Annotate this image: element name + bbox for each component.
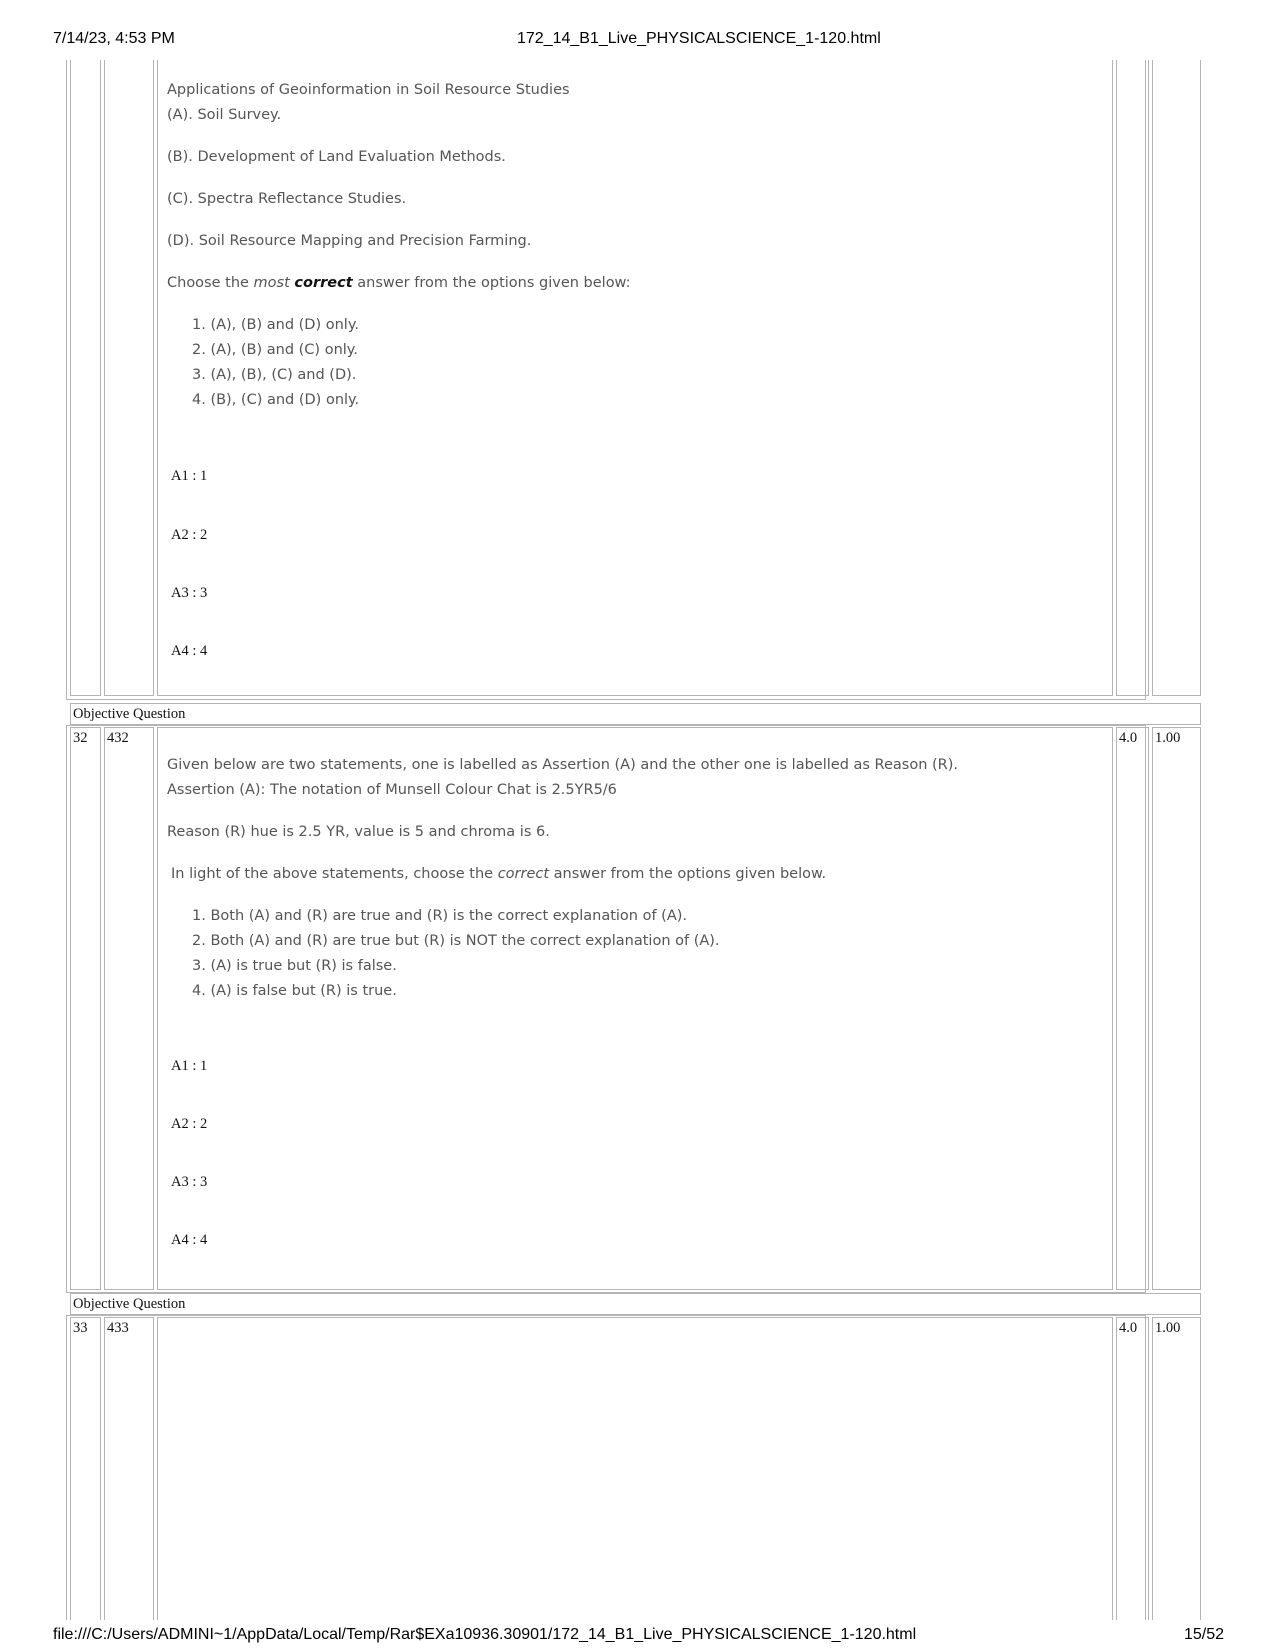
qid-cell [104, 1317, 154, 1620]
option-1: 1. (A), (B) and (D) only. [192, 317, 359, 333]
marks: 4.0 [1119, 1320, 1138, 1336]
option-3: 3. (A) is true but (R) is false. [192, 958, 397, 974]
file-path: file:///C:/Users/ADMINI~1/AppData/Local/Temp/Rar$EXa10936.30901/172_14_B1_Live_PHYSICALSCIENCE_1-120.html [53, 1626, 917, 1643]
print-title: 172_14_B1_Live_PHYSICALSCIENCE_1-120.html [517, 30, 881, 47]
question-heading: Applications of Geoinformation in Soil Resource Studies [167, 82, 570, 98]
answer-1: A1 : 1 [171, 1058, 208, 1074]
negative-marks: 1.00 [1155, 730, 1181, 746]
answer-2: A2 : 2 [171, 1116, 208, 1132]
answer-3: A3 : 3 [171, 585, 208, 601]
print-datetime: 7/14/23, 4:53 PM [53, 30, 175, 47]
question-type-label: Objective Question [73, 706, 186, 722]
answer-4: A4 : 4 [171, 1232, 208, 1248]
option-2: 2. (A), (B) and (C) only. [192, 342, 358, 358]
options-list [192, 904, 720, 1004]
marks: 4.0 [1119, 730, 1138, 746]
sno-cell [70, 1317, 101, 1620]
page-number: 15/52 [1184, 1626, 1225, 1643]
options-list [192, 313, 359, 413]
serial-number: 33 [73, 1320, 88, 1336]
question-cell [157, 1317, 1113, 1620]
answer-1: A1 : 1 [171, 468, 208, 484]
question-type-label: Objective Question [73, 1296, 186, 1312]
option-4: 4. (B), (C) and (D) only. [192, 392, 360, 408]
marks-cell [1116, 1317, 1149, 1620]
answer-4: A4 : 4 [171, 643, 208, 659]
marks-cell [1116, 727, 1149, 1290]
negative-marks-cell [1152, 1317, 1201, 1620]
instruction: Choose the most correct answer from the options given below: [167, 275, 631, 291]
negative-marks-cell [1152, 727, 1201, 1290]
statement-d: (D). Soil Resource Mapping and Precision Farming. [167, 233, 532, 249]
instruction: In light of the above statements, choose the correct answer from the options given below. [171, 866, 827, 882]
option-4: 4. (A) is false but (R) is true. [192, 983, 397, 999]
sno-cell [70, 60, 101, 696]
question-cell [157, 727, 1113, 1290]
assertion: Assertion (A): The notation of Munsell Colour Chat is 2.5YR5/6 [167, 782, 617, 798]
qid-cell [104, 727, 154, 1290]
negative-marks: 1.00 [1155, 1320, 1181, 1336]
statement-a: (A). Soil Survey. [167, 107, 282, 123]
question-type-row [70, 703, 1201, 725]
serial-number: 32 [73, 730, 88, 746]
option-2: 2. Both (A) and (R) are true but (R) is NOT the correct explanation of (A). [192, 933, 720, 949]
sno-cell [70, 727, 101, 1290]
statement-c: (C). Spectra Reflectance Studies. [167, 191, 407, 207]
qid-cell [104, 60, 154, 696]
marks-cell [1116, 60, 1149, 696]
reason: Reason (R) hue is 2.5 YR, value is 5 and chroma is 6. [167, 824, 550, 840]
question-id: 432 [107, 730, 129, 746]
option-1: 1. Both (A) and (R) are true and (R) is the correct explanation of (A). [192, 908, 688, 924]
question-id: 433 [107, 1320, 129, 1336]
answer-3: A3 : 3 [171, 1174, 208, 1190]
negative-marks-cell [1152, 60, 1201, 696]
question-type-row [70, 1293, 1201, 1315]
option-3: 3. (A), (B), (C) and (D). [192, 367, 357, 383]
answer-2: A2 : 2 [171, 527, 208, 543]
statement-intro: Given below are two statements, one is labelled as Assertion (A) and the other one is labelled as Reason (R). [167, 757, 959, 773]
statement-b: (B). Development of Land Evaluation Methods. [167, 149, 506, 165]
